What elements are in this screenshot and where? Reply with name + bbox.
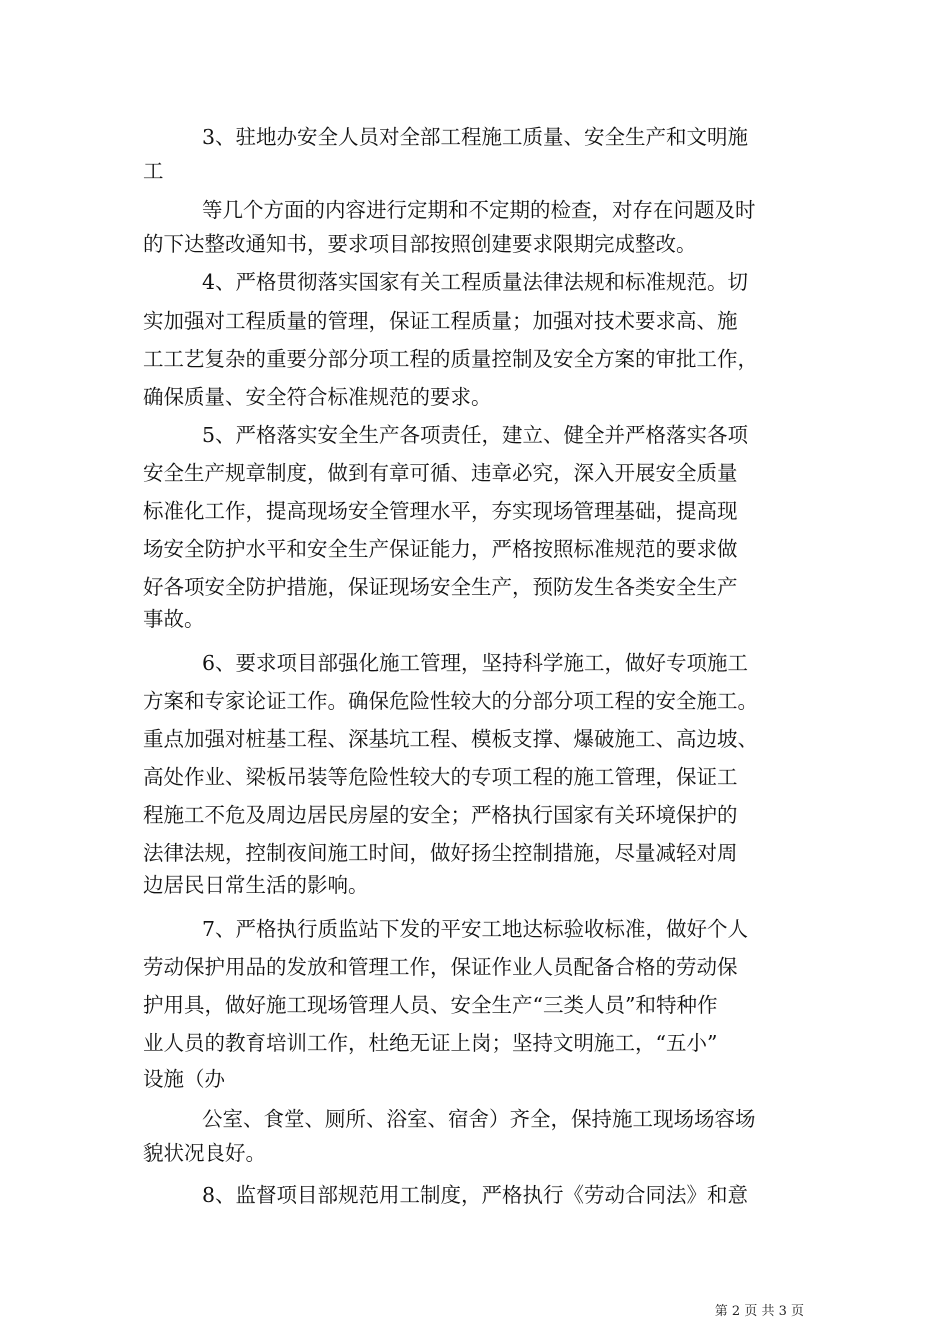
text-line: 貌状况良好。 [143,1141,266,1165]
text-line: 护用具，做好施工现场管理人员、安全生产“三类人员”和特种作 [143,993,718,1017]
text-line: 程施工不危及周边居民房屋的安全；严格执行国家有关环境保护的 [143,803,738,827]
text-line: 边居民日常生活的影响。 [143,873,369,897]
text-line: 方案和专家论证工作。确保危险性较大的分部分项工程的安全施工。 [143,689,758,713]
text-line: 标准化工作，提高现场安全管理水平，夯实现场管理基础，提高现 [143,499,738,523]
text-line: 场安全防护水平和安全生产保证能力，严格按照标准规范的要求做 [143,537,738,561]
text-line: 劳动保护用品的发放和管理工作，保证作业人员配备合格的劳动保 [143,955,738,979]
text-line: 6、要求项目部强化施工管理，坚持科学施工，做好专项施工 [202,651,749,675]
text-line: 业人员的教育培训工作，杜绝无证上岗；坚持文明施工，“五小” [143,1031,718,1055]
text-line: 4、严格贯彻落实国家有关工程质量法律法规和标准规范。切 [202,270,749,294]
text-line: 事故。 [143,607,205,631]
text-line: 高处作业、梁板吊装等危险性较大的专项工程的施工管理，保证工 [143,765,738,789]
text-line: 工工艺复杂的重要分部分项工程的质量控制及安全方案的审批工作， [143,347,758,371]
text-line: 8、监督项目部规范用工制度，严格执行《劳动合同法》和意 [202,1183,749,1207]
text-line: 3、驻地办安全人员对全部工程施工质量、安全生产和文明施 [202,125,749,149]
page-number: 第 2 页 共 3 页 [714,1304,804,1319]
text-line: 重点加强对桩基工程、深基坑工程、模板支撑、爆破施工、高边坡、 [143,727,758,751]
text-line: 7、严格执行质监站下发的平安工地达标验收标准，做好个人 [202,917,749,941]
text-line: 工 [143,159,164,183]
text-line: 好各项安全防护措施，保证现场安全生产，预防发生各类安全生产 [143,575,738,599]
text-line: 等几个方面的内容进行定期和不定期的检查，对存在问题及时 [202,198,756,222]
text-line: 确保质量、安全符合标准规范的要求。 [143,385,492,409]
text-line: 法律法规，控制夜间施工时间，做好扬尘控制措施，尽量减轻对周 [143,841,738,865]
text-line: 5、严格落实安全生产各项责任，建立、健全并严格落实各项 [202,423,749,447]
text-line: 公室、食堂、厕所、浴室、宿舍）齐全，保持施工现场场容场 [202,1107,756,1131]
text-line: 安全生产规章制度，做到有章可循、违章必究，深入开展安全质量 [143,461,738,485]
text-line: 实加强对工程质量的管理，保证工程质量；加强对技术要求高、施 [143,309,738,333]
text-line: 设施（办 [143,1067,225,1091]
text-line: 的下达整改通知书，要求项目部按照创建要求限期完成整改。 [143,232,697,256]
